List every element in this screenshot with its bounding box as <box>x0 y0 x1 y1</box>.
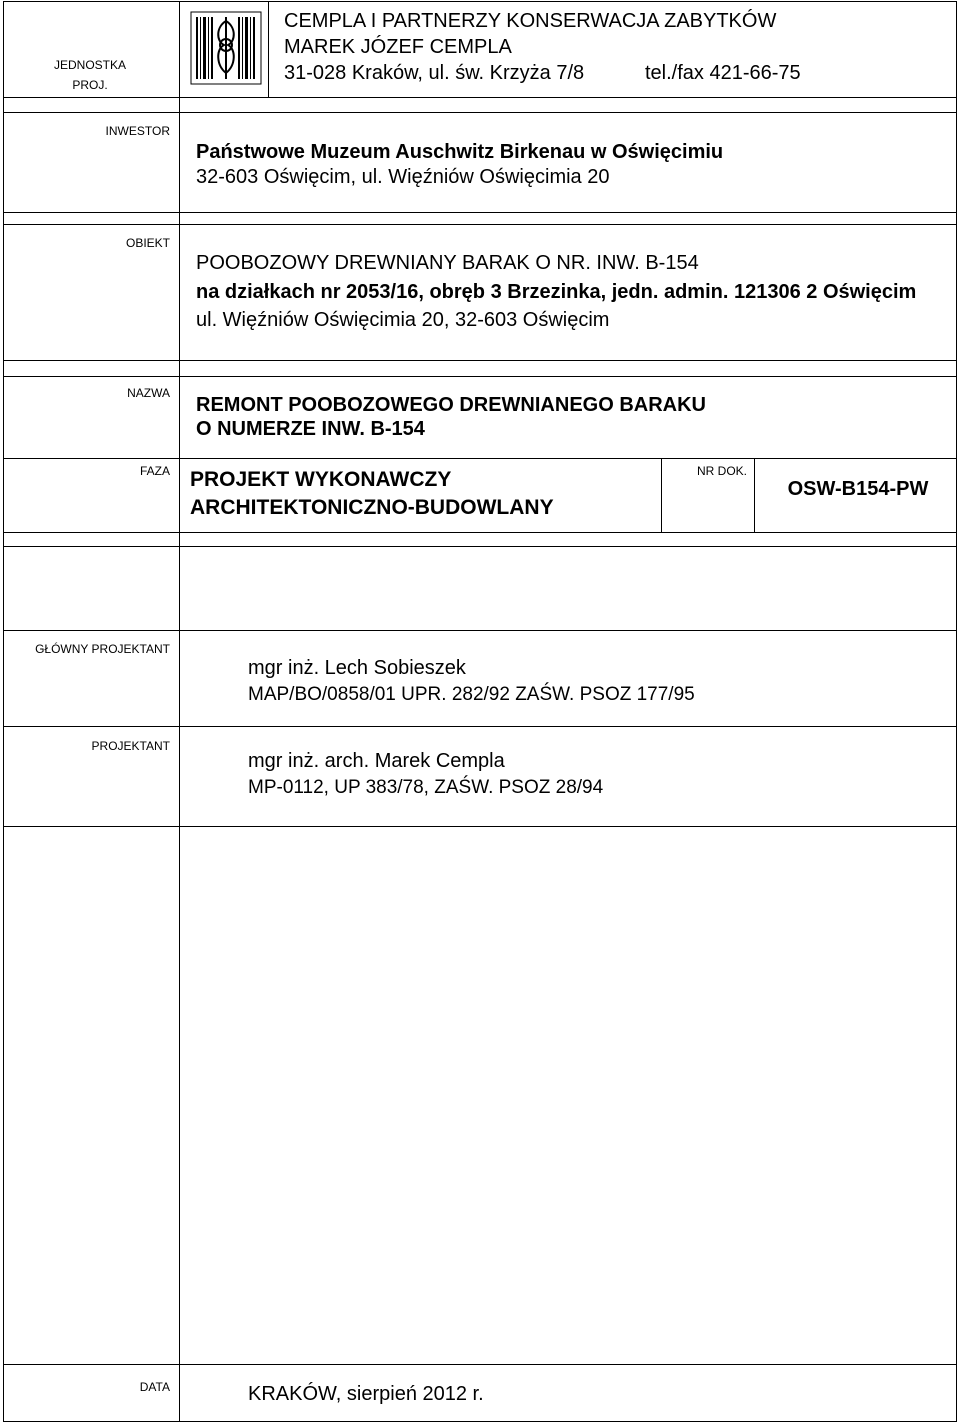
logo-divider <box>268 1 269 97</box>
divider-designer <box>3 826 957 827</box>
designer-license: MP-0112, UP 383/78, ZAŚW. PSOZ 28/94 <box>248 777 604 798</box>
divider-date <box>3 1364 957 1365</box>
doc-number-divider <box>754 458 755 532</box>
company-owner: MAREK JÓZEF CEMPLA <box>284 36 512 58</box>
header-label <box>5 55 175 95</box>
designer-name: mgr inż. arch. Marek Cempla <box>248 750 505 772</box>
phase-divider <box>661 458 662 532</box>
divider-spacer <box>3 630 957 631</box>
name-line1: REMONT POOBOZOWEGO DREWNIANEGO BARAKU <box>196 394 706 416</box>
header-label-line1: JEDNOSTKA <box>53 58 126 72</box>
phase-line2: ARCHITEKTONICZNO-BUDOWLANY <box>190 496 554 519</box>
doc-number-label: NR DOK. <box>697 464 748 478</box>
name-line2: O NUMERZE INW. B-154 <box>196 418 425 440</box>
divider-header-2 <box>3 112 957 113</box>
chief-designer-license: MAP/BO/0858/01 UPR. 282/92 ZAŚW. PSOZ 177/95 <box>248 684 695 705</box>
designer-label: PROJEKTANT <box>91 739 170 753</box>
frame-left <box>3 1 4 1422</box>
date-label: DATA <box>139 1380 170 1394</box>
divider-object <box>3 360 957 361</box>
divider-object-2 <box>3 376 957 377</box>
company-logo <box>190 11 262 85</box>
divider-header <box>3 97 957 98</box>
investor-line2: 32-603 Oświęcim, ul. Więźniów Oświęcimia 20 <box>196 166 610 188</box>
object-line2: na działkach nr 2053/16, obręb 3 Brzezinka, jedn. admin. 121306 2 Oświęcim <box>196 281 917 303</box>
object-label: OBIEKT <box>125 236 170 250</box>
frame-top <box>3 1 957 2</box>
company-address: 31-028 Kraków, ul. św. Krzyża 7/8 <box>284 62 585 84</box>
investor-label: INWESTOR <box>105 124 170 138</box>
divider-phase <box>3 532 957 533</box>
chief-designer-name: mgr inż. Lech Sobieszek <box>248 657 466 679</box>
date-value: KRAKÓW, sierpień 2012 r. <box>248 1383 484 1405</box>
divider-investor <box>3 212 957 213</box>
name-label: NAZWA <box>127 386 170 400</box>
header-label-line2: PROJ. <box>72 78 108 92</box>
frame-bottom <box>3 1421 957 1422</box>
divider-name <box>3 458 957 459</box>
label-column-divider <box>179 1 180 1421</box>
company-name: CEMPLA I PARTNERZY KONSERWACJA ZABYTKÓW <box>284 10 777 32</box>
divider-investor-2 <box>3 224 957 225</box>
chief-designer-label: GŁÓWNY PROJEKTANT <box>35 642 170 656</box>
investor-line1: Państwowe Muzeum Auschwitz Birkenau w Oświęcimiu <box>196 141 724 163</box>
object-line3: ul. Więźniów Oświęcimia 20, 32-603 Oświęcim <box>196 309 610 331</box>
divider-chief <box>3 726 957 727</box>
phase-line1: PROJEKT WYKONAWCZY <box>190 468 452 491</box>
divider-phase-2 <box>3 546 957 547</box>
phase-label: FAZA <box>139 464 170 478</box>
frame-right <box>956 1 957 1422</box>
object-line1: POOBOZOWY DREWNIANY BARAK O NR. INW. B-154 <box>196 252 699 274</box>
company-phone: tel./fax 421-66-75 <box>645 62 801 84</box>
doc-number: OSW-B154-PW <box>787 478 929 500</box>
